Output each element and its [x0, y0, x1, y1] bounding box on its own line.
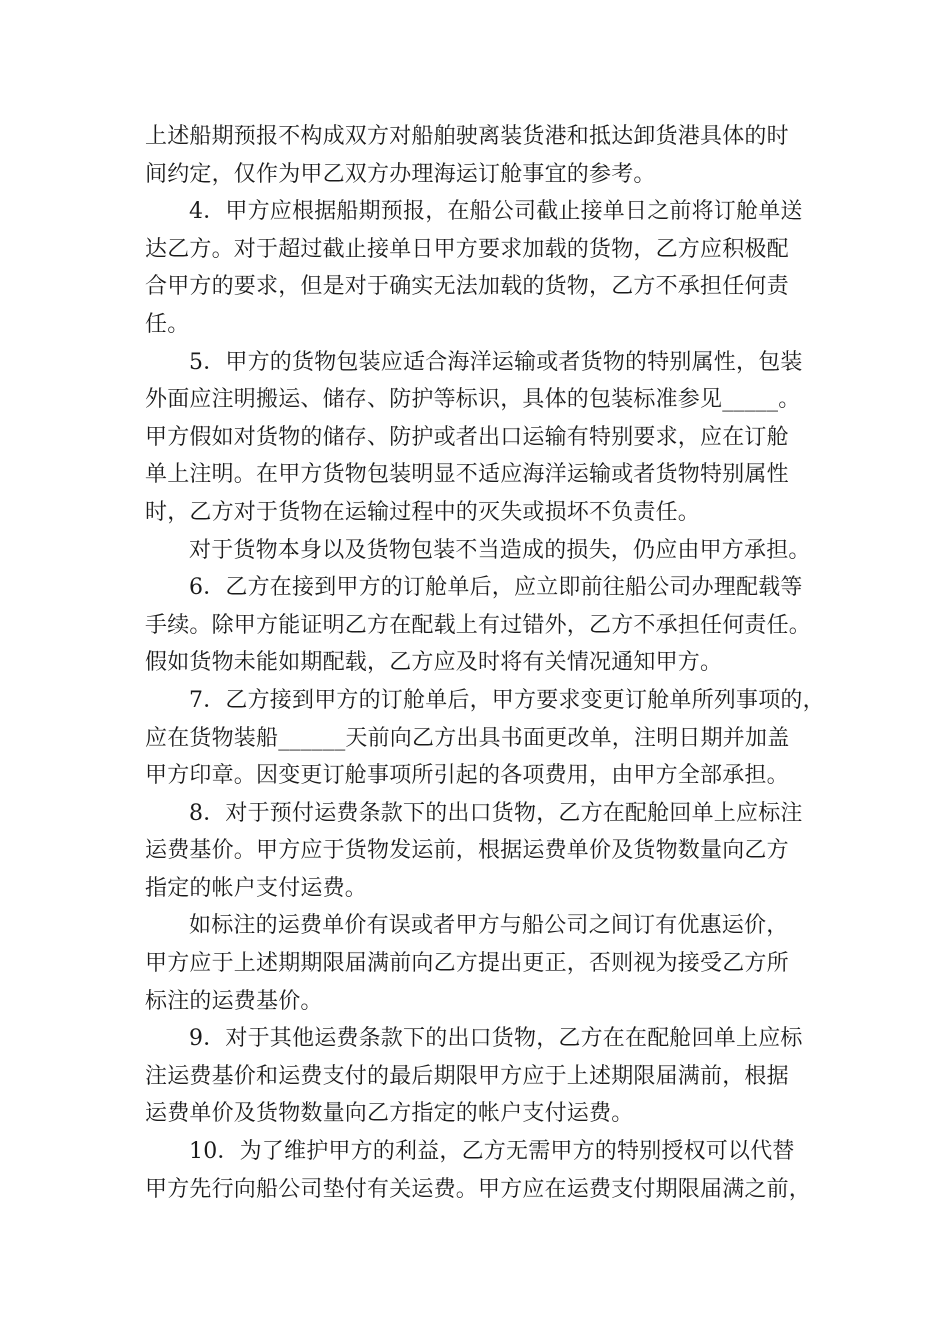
text-line: 假如货物未能如期配载，乙方应及时将有关情况通知甲方。 [145, 650, 723, 676]
text-line: 指定的帐户支付运费。 [145, 875, 368, 901]
text-line: 如标注的运费单价有误或者甲方与船公司之间订有优惠运价， [189, 913, 789, 939]
text-line: 甲方先行向船公司垫付有关运费。甲方应在运费支付期限届满之前， [145, 1176, 812, 1202]
paragraph [145, 682, 825, 795]
text-line: 应在货物装船______天前向乙方出具书面更改单，注明日期并加盖 [145, 725, 790, 751]
text-line: 间约定，仅作为甲乙双方办理海运订舱事宜的参考。 [145, 161, 656, 187]
text-line: 甲方印章。因变更订舱事项所引起的各项费用，由甲方全部承担。 [145, 763, 789, 789]
text-line: 甲方应于上述期期限届满前向乙方提出更正，否则视为接受乙方所 [145, 951, 789, 977]
text-line: 对于货物本身以及货物包装不当造成的损失，仍应由甲方承担。 [189, 537, 811, 563]
text-line: 合甲方的要求，但是对于确实无法加载的货物，乙方不承担任何责 [145, 274, 789, 300]
text-line: 10．为了维护甲方的利益，乙方无需甲方的特别授权可以代替 [189, 1139, 795, 1165]
text-line: 运费基价。甲方应于货物发运前，根据运费单价及货物数量向乙方 [145, 838, 789, 864]
document-body [145, 118, 825, 1208]
text-line: 注运费基价和运费支付的最后期限甲方应于上述期限届满前，根据 [145, 1063, 789, 1089]
paragraph [145, 532, 825, 570]
paragraph [145, 1133, 825, 1208]
text-line: 标注的运费基价。 [145, 988, 323, 1014]
text-line: 外面应注明搬运、储存、防护等标识，具体的包装标准参见_____。 [145, 387, 801, 413]
text-line: 手续。除甲方能证明乙方在配载上有过错外，乙方不承担任何责任。 [145, 612, 812, 638]
paragraph [145, 193, 825, 343]
text-line: 6．乙方在接到甲方的订舱单后，应立即前往船公司办理配载等 [189, 575, 803, 601]
text-line: 7．乙方接到甲方的订舱单后，甲方要求变更订舱单所列事项的， [189, 687, 825, 713]
paragraph [145, 1020, 825, 1133]
text-line: 9．对于其他运费条款下的出口货物，乙方在在配舱回单上应标 [189, 1026, 803, 1052]
text-line: 4．甲方应根据船期预报，在船公司截止接单日之前将订舱单送 [189, 199, 803, 225]
paragraph [145, 569, 825, 682]
text-line: 达乙方。对于超过截止接单日甲方要求加载的货物，乙方应积极配 [145, 236, 789, 262]
text-line: 8．对于预付运费条款下的出口货物，乙方在配舱回单上应标注 [189, 800, 803, 826]
paragraph [145, 907, 825, 1020]
text-line: 运费单价及货物数量向乙方指定的帐户支付运费。 [145, 1101, 634, 1127]
text-line: 单上注明。在甲方货物包装明显不适应海洋运输或者货物特别属性 [145, 462, 789, 488]
paragraph [145, 344, 825, 532]
paragraph [145, 118, 825, 193]
text-line: 5．甲方的货物包装应适合海洋运输或者货物的特别属性，包装 [189, 349, 803, 375]
text-line: 任。 [145, 311, 190, 337]
paragraph [145, 795, 825, 908]
text-line: 甲方假如对货物的储存、防护或者出口运输有特别要求，应在订舱 [145, 424, 789, 450]
text-line: 时，乙方对于货物在运输过程中的灭失或损坏不负责任。 [145, 499, 701, 525]
text-line: 上述船期预报不构成双方对船舶驶离装货港和抵达卸货港具体的时 [145, 124, 789, 149]
